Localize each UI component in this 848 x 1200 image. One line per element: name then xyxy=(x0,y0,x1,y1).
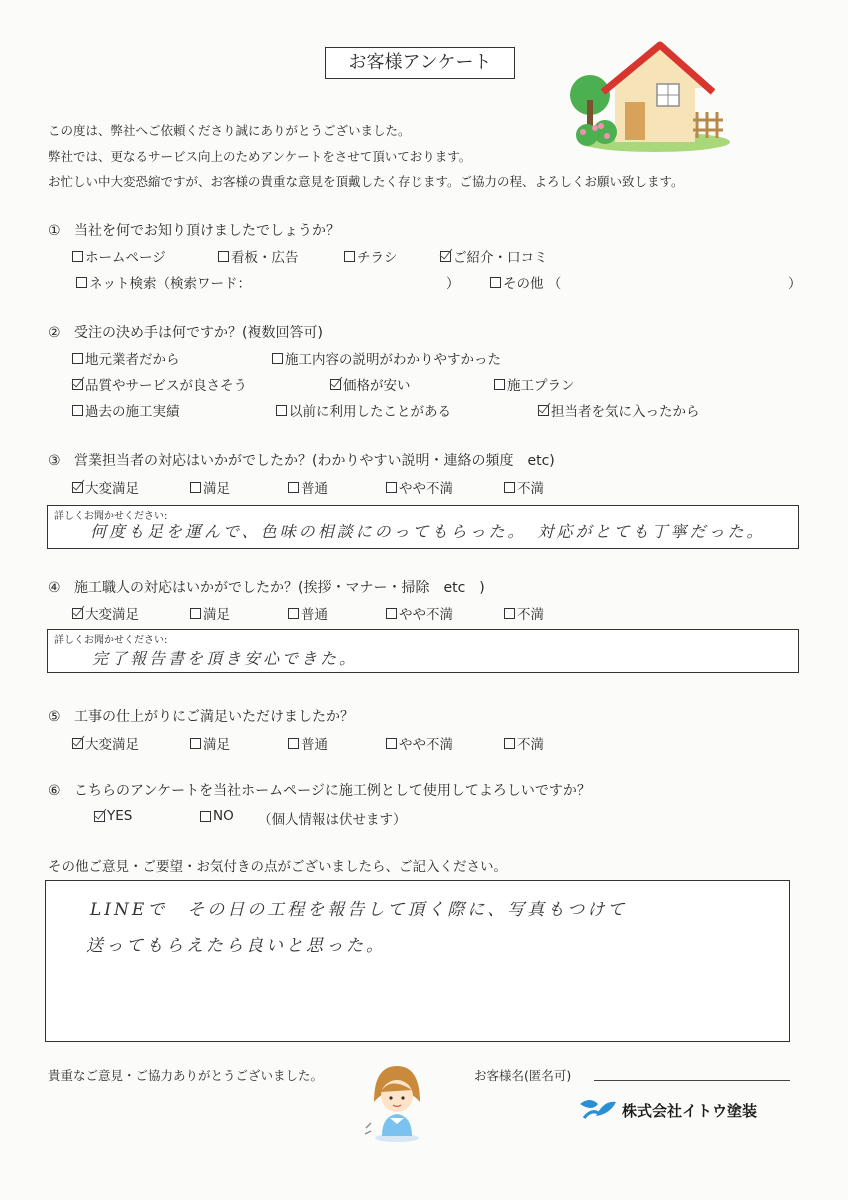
q4-detail-text: 完了報告書を頂き安心できた。 xyxy=(92,649,359,668)
checkbox-checked[interactable] xyxy=(72,482,83,493)
checkbox[interactable] xyxy=(494,379,505,390)
q1-option-referral[interactable]: ご紹介・口コミ xyxy=(440,246,548,266)
checkbox-checked[interactable] xyxy=(72,379,83,390)
q4-option-dissatisfied[interactable]: 不満 xyxy=(504,603,544,623)
checkbox[interactable] xyxy=(76,277,87,288)
intro-line-2: 弊社では、更なるサービス向上のためアンケートをさせて頂いております。 xyxy=(48,149,472,164)
checkbox-checked[interactable] xyxy=(94,811,105,822)
mascot-illustration xyxy=(360,1058,434,1142)
checkbox[interactable] xyxy=(72,251,83,262)
q5-option-neutral[interactable]: 普通 xyxy=(288,733,328,753)
checkbox[interactable] xyxy=(386,608,397,619)
q2-option-plan[interactable]: 施工プラン xyxy=(494,374,575,394)
customer-name-label: お客様名(匿名可) xyxy=(474,1068,572,1083)
question-3: ③ 営業担当者の対応はいかがでしたか？(わかりやすい説明・連絡の頻度 etc) xyxy=(48,453,555,469)
question-5: ⑤ 工事の仕上がりにご満足いただけましたか？ xyxy=(48,709,354,725)
q3-detail-box[interactable] xyxy=(47,505,799,549)
checkbox[interactable] xyxy=(490,277,501,288)
q3-option-somewhat-dissatisfied[interactable]: やや不満 xyxy=(386,477,453,497)
q2-option-staff[interactable]: 担当者を気に入ったから xyxy=(538,400,700,420)
intro-line-3: お忙しい中大変恐縮ですが、お客様の貴重な意見を頂戴したく存じます。ご協力の程、よろしくお願い致します。 xyxy=(48,174,684,189)
q4-detail-label: 詳しくお聞かせください: xyxy=(54,635,168,646)
checkbox[interactable] xyxy=(190,738,201,749)
q2-option-used-before[interactable]: 以前に利用したことがある xyxy=(276,400,451,420)
question-2: ② 受注の決め手は何ですか？(複数回答可) xyxy=(48,325,323,341)
q1-other-close: ） xyxy=(788,276,802,292)
q3-option-satisfied[interactable]: 満足 xyxy=(190,477,230,497)
q3-option-very-satisfied[interactable]: 大変満足 xyxy=(72,477,139,497)
q5-option-satisfied[interactable]: 満足 xyxy=(190,733,230,753)
checkbox-checked[interactable] xyxy=(440,251,451,262)
q1-option-signboard[interactable]: 看板・広告 xyxy=(218,246,299,266)
intro-line-1: この度は、弊社へご依頼くださり誠にありがとうございました。 xyxy=(48,123,411,138)
q6-option-yes[interactable]: YES xyxy=(94,808,132,824)
q2-option-local[interactable]: 地元業者だから xyxy=(72,348,180,368)
checkbox[interactable] xyxy=(190,608,201,619)
q2-option-track-record[interactable]: 過去の施工実績 xyxy=(72,400,180,420)
q4-option-neutral[interactable]: 普通 xyxy=(288,603,328,623)
checkbox-checked[interactable] xyxy=(72,738,83,749)
q2-option-explanation[interactable]: 施工内容の説明がわかりやすかった xyxy=(272,348,501,368)
q2-option-price[interactable]: 価格が安い xyxy=(330,374,411,394)
page-title: お客様アンケート xyxy=(325,47,515,79)
q1-option-web-search[interactable]: ネット検索（検索ワード： xyxy=(76,272,251,292)
question-6: ⑥ こちらのアンケートを当社ホームページに施工例として使用してよろしいですか？ xyxy=(48,783,591,799)
checkbox[interactable] xyxy=(344,251,355,262)
q1-web-search-close: ） xyxy=(446,276,460,292)
q5-option-dissatisfied[interactable]: 不満 xyxy=(504,733,544,753)
q6-option-no[interactable]: NO xyxy=(200,808,234,824)
checkbox[interactable] xyxy=(218,251,229,262)
q4-option-satisfied[interactable]: 満足 xyxy=(190,603,230,623)
checkbox[interactable] xyxy=(504,482,515,493)
q6-privacy-note: （個人情報は伏せます） xyxy=(258,812,407,828)
q2-option-quality[interactable]: 品質やサービスが良さそう xyxy=(72,374,247,394)
q5-option-somewhat-dissatisfied[interactable]: やや不満 xyxy=(386,733,453,753)
q3-option-dissatisfied[interactable]: 不満 xyxy=(504,477,544,497)
checkbox[interactable] xyxy=(288,482,299,493)
q1-option-other[interactable]: その他 （ xyxy=(490,272,561,292)
question-1: ① 当社を何でお知り頂けましたでしょうか？ xyxy=(48,223,340,239)
thanks-message: 貴重なご意見・ご協力ありがとうございました。 xyxy=(48,1068,324,1083)
q3-detail-text: 何度も足を運んで、色味の相談にのってもらった。 対応がとても丁寧だった。 xyxy=(90,522,766,541)
checkbox-checked[interactable] xyxy=(72,608,83,619)
checkbox[interactable] xyxy=(200,811,211,822)
checkbox[interactable] xyxy=(288,608,299,619)
q3-option-neutral[interactable]: 普通 xyxy=(288,477,328,497)
checkbox[interactable] xyxy=(386,482,397,493)
q4-detail-box[interactable] xyxy=(47,629,799,673)
checkbox[interactable] xyxy=(190,482,201,493)
q4-option-somewhat-dissatisfied[interactable]: やや不満 xyxy=(386,603,453,623)
checkbox[interactable] xyxy=(272,353,283,364)
checkbox[interactable] xyxy=(72,405,83,416)
company-name: 株式会社イトウ塗装 xyxy=(622,1102,758,1120)
checkbox-checked[interactable] xyxy=(330,379,341,390)
q3-detail-label: 詳しくお聞かせください: xyxy=(54,511,168,522)
customer-name-line[interactable] xyxy=(594,1080,790,1081)
checkbox[interactable] xyxy=(504,738,515,749)
checkbox[interactable] xyxy=(288,738,299,749)
house-illustration xyxy=(565,40,735,155)
q5-option-very-satisfied[interactable]: 大変満足 xyxy=(72,733,139,753)
comment-line-1: LINEで その日の工程を報告して頂く際に、写真もつけて xyxy=(90,900,628,920)
q1-option-homepage[interactable]: ホームページ xyxy=(72,246,166,266)
checkbox-checked[interactable] xyxy=(538,405,549,416)
company-logo-icon xyxy=(578,1094,618,1124)
q1-option-flyer[interactable]: チラシ xyxy=(344,246,398,266)
question-4: ④ 施工職人の対応はいかがでしたか？(挨拶・マナー・掃除 etc ) xyxy=(48,580,485,596)
checkbox[interactable] xyxy=(386,738,397,749)
comments-label: その他ご意見・ご要望・お気付きの点がございましたら、ご記入ください。 xyxy=(48,859,507,875)
checkbox[interactable] xyxy=(72,353,83,364)
checkbox[interactable] xyxy=(504,608,515,619)
checkbox[interactable] xyxy=(276,405,287,416)
comments-box[interactable] xyxy=(45,880,790,1042)
q4-option-very-satisfied[interactable]: 大変満足 xyxy=(72,603,139,623)
comment-line-2: 送ってもらえたら良いと思った。 xyxy=(86,936,386,956)
